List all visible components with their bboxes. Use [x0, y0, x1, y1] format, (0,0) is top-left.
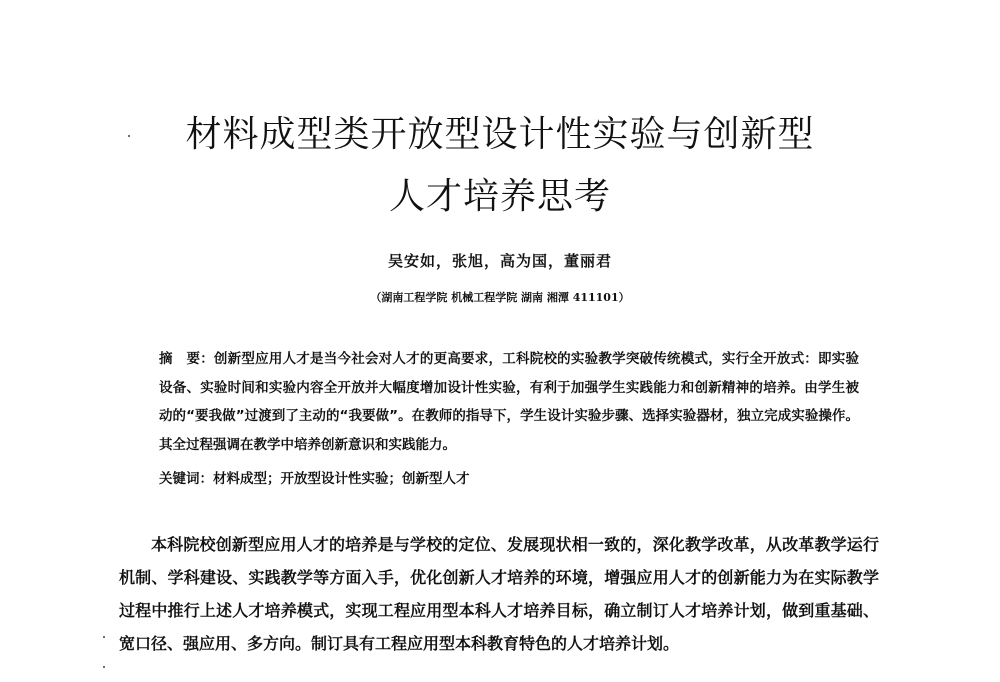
paper-title-line-1: 材料成型类开放型设计性实验与创新型: [185, 114, 815, 155]
scan-speck: [103, 636, 105, 638]
keywords-label: 关键词：: [159, 471, 213, 487]
keywords: [159, 467, 859, 487]
abstract-label: 摘 要：: [159, 351, 214, 367]
scan-speck: [103, 666, 105, 668]
author-list: 吴安如，张旭，高为国，董丽君: [387, 252, 612, 270]
body-paragraph: 本科院校创新型应用人才的培养是与学校的定位、发展现状相一致的，深化教学改革，从改革教学运行机制、学科建设、实践教学等方面入手，优化创新人才培养的环境，增强应用人才的创新能力为在实际教学过程中推行上述人才培养模式，实现工程应用型本科人才培养目标，确立制订人才培养计划，做到重基础、宽口径、强应用、多方向。制订具有工程应用型本科教育特色的人才培养计划。: [119, 535, 879, 653]
abstract-text: 创新型应用人才是当今社会对人才的更高要求，工科院校的实验教学突破传统模式，实行全开放式：即实验设备、实验时间和实验内容全开放并大幅度增加设计性实验，有利于加强学生实践能力和创新精神的培养。由学生被动的“要我做”过渡到了主动的“我要做”。在教师的指导下，学生设计实验步骤、选择实验器材，独立完成实验操作。其全过程强调在教学中培养创新意识和实践能力。: [159, 351, 860, 453]
abstract: [159, 345, 859, 459]
paper-title-line-2: 人才培养思考: [388, 176, 611, 217]
author-affiliation: （湖南工程学院 机械工程学院 湖南 湘潭 411101）: [370, 291, 630, 304]
keywords-text: 材料成型；开放型设计性实验；创新型人才: [213, 471, 470, 487]
